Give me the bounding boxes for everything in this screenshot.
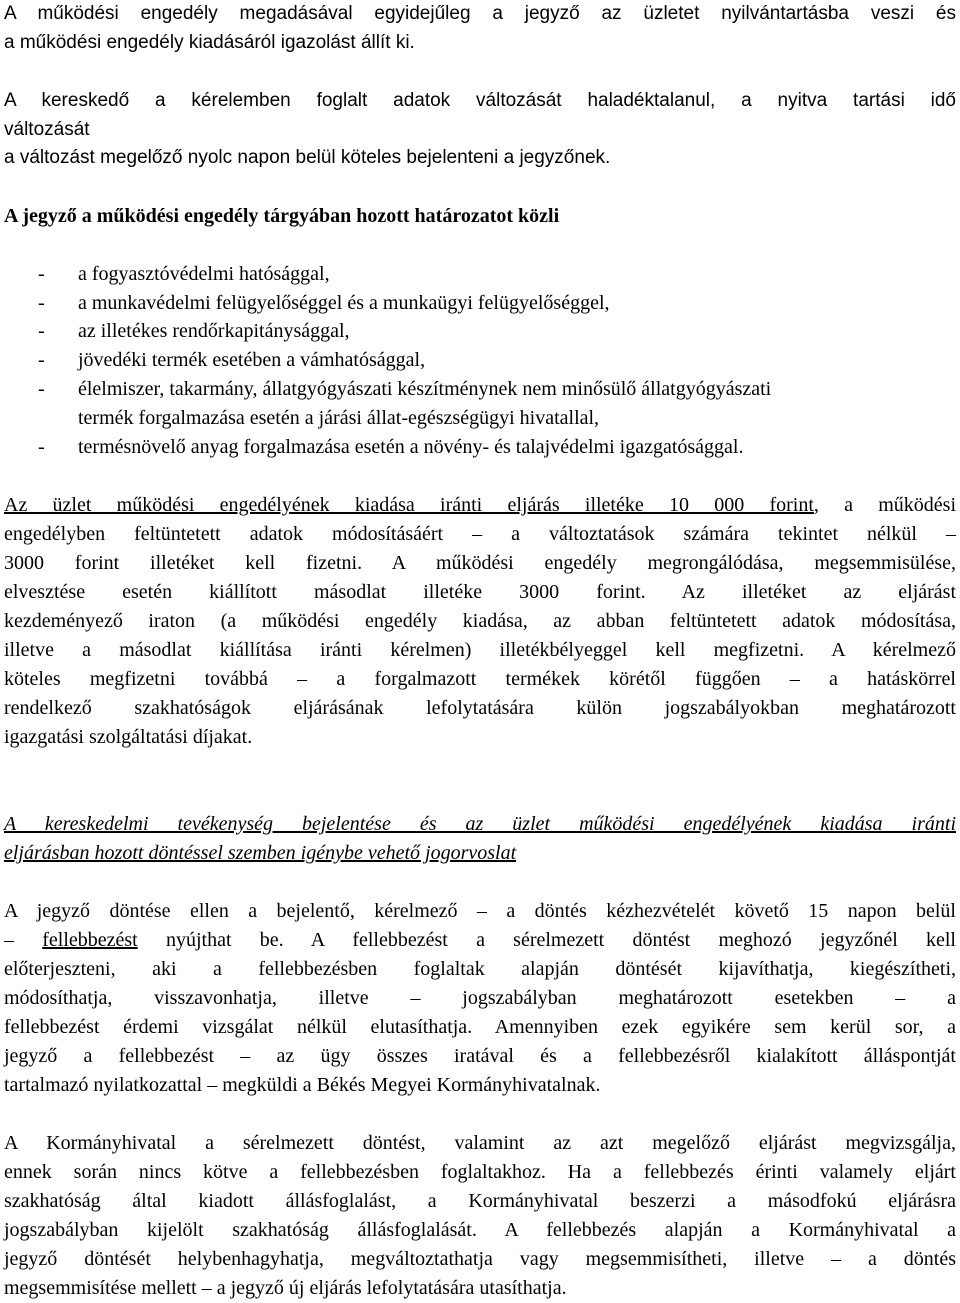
fee-paragraph-line: rendelkező szakhatóságok eljárásának lefolytatására külön jogszabályokban meghatározott bbox=[4, 697, 956, 719]
list-item: jövedéki termék esetében a vámhatósággal, bbox=[78, 349, 426, 371]
appeal-paragraph-line: tartalmazó nyilatkozattal – megküldi a Békés Megyei Kormányhivatalnak. bbox=[4, 1074, 601, 1096]
review-paragraph-line: szakhatóság által kiadott állásfoglalást, a Kormányhivatal beszerzi a másodfokú eljárásra bbox=[4, 1190, 956, 1212]
list-bullet: - bbox=[38, 349, 45, 371]
appeal-paragraph-line: módosíthatja, visszavonhatja, illetve – jogszabályban meghatározott esetekben – a bbox=[4, 987, 956, 1009]
list-bullet: - bbox=[38, 292, 45, 314]
appeal-paragraph-line: A jegyző döntése ellen a bejelentő, kérelmező – a döntés kézhezvételét követő 15 napon belül bbox=[4, 900, 956, 922]
list-item-continuation: termék forgalmazása esetén a járási állat-egészségügyi hivatallal, bbox=[78, 407, 600, 429]
change-paragraph-line-1: A kereskedő a kérelemben foglalt adatok változását haladéktalanul, a nyitva tartási idő bbox=[4, 90, 956, 111]
list-bullet: - bbox=[38, 263, 45, 285]
fee-paragraph-line: 3000 forint illetéket kell fizetni. A működési engedély megrongálódása, megsemmisülése, bbox=[4, 552, 956, 574]
list-item: a munkavédelmi felügyelőséggel és a munkaügyi felügyelőséggel, bbox=[78, 292, 610, 314]
dash-text: – bbox=[4, 929, 43, 951]
fee-paragraph-line: igazgatási szolgáltatási díjakat. bbox=[4, 726, 253, 748]
appeal-paragraph-line: fellebbezést érdemi vizsgálat nélkül elutasíthatja. Amennyiben ezek egyikére sem kerül sor, a bbox=[4, 1016, 956, 1038]
change-paragraph-line-2: változását bbox=[4, 119, 90, 140]
appeal-paragraph-line: jegyző a fellebbezést – az ügy összes iratával és a fellebbezésről kialakított álláspontját bbox=[4, 1045, 956, 1067]
appeal-link[interactable]: fellebbezést bbox=[42, 929, 138, 951]
list-bullet: - bbox=[38, 378, 45, 400]
list-item: termésnövelő anyag forgalmazása esetén a növény- és talajvédelmi igazgatósággal. bbox=[78, 436, 744, 458]
list-bullet: - bbox=[38, 320, 45, 342]
appeal-paragraph-line bbox=[4, 928, 956, 952]
list-item: a fogyasztóvédelmi hatósággal, bbox=[78, 263, 330, 285]
fee-paragraph-line: kezdeményező iraton (a működési engedély kiadása, az abban feltüntetett adatok módosítása, bbox=[4, 610, 956, 632]
remedy-heading-line-2: eljárásban hozott döntéssel szemben igénybe vehető jogorvoslat bbox=[4, 842, 517, 864]
review-paragraph-line: ennek során nincs kötve a fellebbezésben foglaltakhoz. Ha a fellebbezés érinti valamely eljárt bbox=[4, 1161, 956, 1183]
fee-amount-link[interactable]: Az üzlet működési engedélyének kiadása iránti eljárás illetéke 10 000 forint bbox=[4, 494, 814, 516]
fee-paragraph-line-1 bbox=[4, 493, 956, 517]
review-paragraph-line: jegyző döntését helybenhagyhatja, megváltoztathatja vagy megsemmisítheti, illetve – a döntés bbox=[4, 1248, 956, 1270]
list-item: az illetékes rendőrkapitánysággal, bbox=[78, 320, 350, 342]
registration-paragraph-line-2: a működési engedély kiadásáról igazolást állít ki. bbox=[4, 32, 415, 53]
appeal-line-rest: nyújthat be. A fellebbezést a sérelmezett döntést meghozó jegyzőnél kell bbox=[137, 929, 956, 951]
list-bullet: - bbox=[38, 436, 45, 458]
review-paragraph-line: megsemmisítése mellett – a jegyző új eljárás lefolytatására utasíthatja. bbox=[4, 1277, 567, 1299]
fee-paragraph-line: elvesztése esetén kiállított másodlat illetéke 3000 forint. Az illetéket az eljárást bbox=[4, 581, 956, 603]
fee-paragraph-line: illetve a másodlat kiállítása iránti kérelmen) illetékbélyeggel kell megfizetni. A kérelmező bbox=[4, 639, 956, 661]
list-item: élelmiszer, takarmány, állatgyógyászati készítménynek nem minősülő állatgyógyászati bbox=[78, 378, 772, 400]
fee-paragraph-line: köteles megfizetni továbbá – a forgalmazott termékek körétől függően – a hatáskörrel bbox=[4, 668, 956, 690]
review-paragraph-line: jogszabályban kijelölt szakhatóság állásfoglalását. A fellebbezés alapján a Kormányhivatal a bbox=[4, 1219, 956, 1241]
review-paragraph-line: A Kormányhivatal a sérelmezett döntést, valamint az azt megelőző eljárást megvizsgálja, bbox=[4, 1132, 956, 1154]
change-paragraph-line-3: a változást megelőző nyolc napon belül köteles bejelenteni a jegyzőnek. bbox=[4, 147, 611, 168]
fee-paragraph-line: engedélyben feltüntetett adatok módosításáért – a változtatások számára tekintet nélkül – bbox=[4, 523, 956, 545]
notify-heading: A jegyző a működési engedély tárgyában hozott határozatot közli bbox=[4, 205, 560, 227]
appeal-paragraph-line: előterjeszteni, aki a fellebbezésben foglaltak alapján döntését kijavíthatja, kiegészítheti, bbox=[4, 958, 956, 980]
remedy-heading-line-1: A kereskedelmi tevékenység bejelentése és az üzlet működési engedélyének kiadása iránti bbox=[4, 813, 956, 835]
fee-line-1-rest: , a működési bbox=[813, 494, 957, 516]
registration-paragraph-line-1: A működési engedély megadásával egyidejűleg a jegyző az üzletet nyilvántartásba veszi és bbox=[4, 3, 956, 24]
